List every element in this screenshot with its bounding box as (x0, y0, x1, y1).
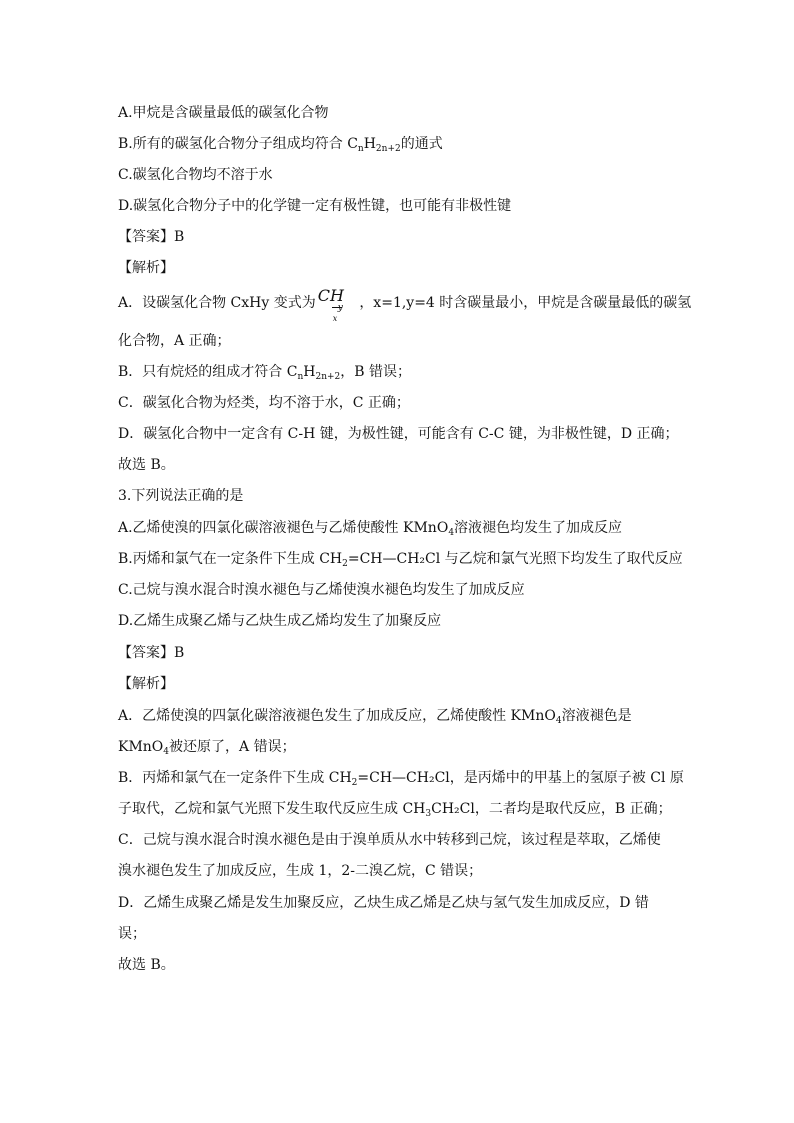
q2-analysis-a: A．设碳氢化合物 CxHy 变式为 CH y x ，x=1,y=4 时含碳量最小，甲烷是含碳量最低的碳氢 (118, 286, 692, 323)
formula-ch-y-over-x: CH y x (317, 286, 344, 323)
q3-analysis-heading: 【解析】 (118, 676, 174, 692)
q2-analysis-a-cont: 化合物，A 正确； (118, 333, 231, 349)
q2-analysis-c: C．碳氢化合物为烃类，均不溶于水，C 正确； (118, 395, 410, 411)
q2-option-d: D.碳氢化合物分子中的化学键一定有极性键，也可能有非极性键 (118, 198, 512, 214)
q2-analysis-b: B．只有烷烃的组成才符合 $C_nH_{2n+2}$，B 错误； (118, 364, 412, 382)
q2-option-a: A.甲烷是含碳量最低的碳氢化合物 (118, 105, 329, 121)
q2-option-c: C.碳氢化合物均不溶于水 (118, 167, 273, 183)
q3-analysis-b-cont: 子取代，乙烷和氯气光照下发生取代反应生成 $CH_3CH_2Cl$，二者均是取代反应，B 正确； (118, 801, 672, 819)
q2-conclusion: 故选 B。 (118, 457, 175, 473)
q3-analysis-a: A．乙烯使溴的四氯化碳溶液褪色发生了加成反应，乙烯使酸性 KMnO$_4$溶液褪色是 (118, 708, 632, 726)
q3-option-b: B.丙烯和氯气在一定条件下生成 $CH_2=CH—CH_2Cl$ 与乙烷和氯气光照下均发生了取代反应 (118, 551, 683, 569)
q3-analysis-d: D．乙烯生成聚乙烯是发生加聚反应，乙炔生成乙烯是乙炔与氢气发生加成反应，D 错 (118, 895, 649, 911)
q3-stem: 3.下列说法正确的是 (118, 488, 244, 504)
q3-analysis-c: C．己烷与溴水混合时溴水褪色是由于溴单质从水中转移到己烷，该过程是萃取，乙烯使 (118, 832, 661, 848)
q3-analysis-b: B．丙烯和氯气在一定条件下生成 $CH_2=CH—CH_2Cl$，是丙烯中的甲基上的氢原子被 Cl 原 (118, 770, 684, 788)
q2-analysis-d: D．碳氢化合物中一定含有 C-H 键，为极性键，可能含有 C-C 键，为非极性键，D 正确； (118, 426, 679, 442)
q3-option-a: A.乙烯使溴的四氯化碳溶液褪色与乙烯使酸性 KMnO$_4$溶液褪色均发生了加成反应 (118, 520, 623, 538)
q2-option-b: B.所有的碳氢化合物分子组成均符合 $C_nH_{2n+2}$的通式 (118, 136, 443, 154)
q2-analysis-heading: 【解析】 (118, 260, 174, 276)
q3-option-c: C.己烷与溴水混合时溴水褪色与乙烯使溴水褪色均发生了加成反应 (118, 582, 525, 598)
q3-analysis-d-cont: 误； (118, 926, 146, 942)
q3-analysis-a-cont: KMnO$_4$被还原了，A 错误； (118, 739, 296, 757)
q3-answer: 【答案】B (118, 645, 185, 661)
q3-analysis-c-cont: 溴水褪色发生了加成反应，生成 1，2-二溴乙烷，C 错误； (118, 863, 483, 879)
q3-conclusion: 故选 B。 (118, 957, 175, 973)
q3-option-d: D.乙烯生成聚乙烯与乙炔生成乙烯均发生了加聚反应 (118, 613, 442, 629)
q2-answer: 【答案】B (118, 229, 185, 245)
